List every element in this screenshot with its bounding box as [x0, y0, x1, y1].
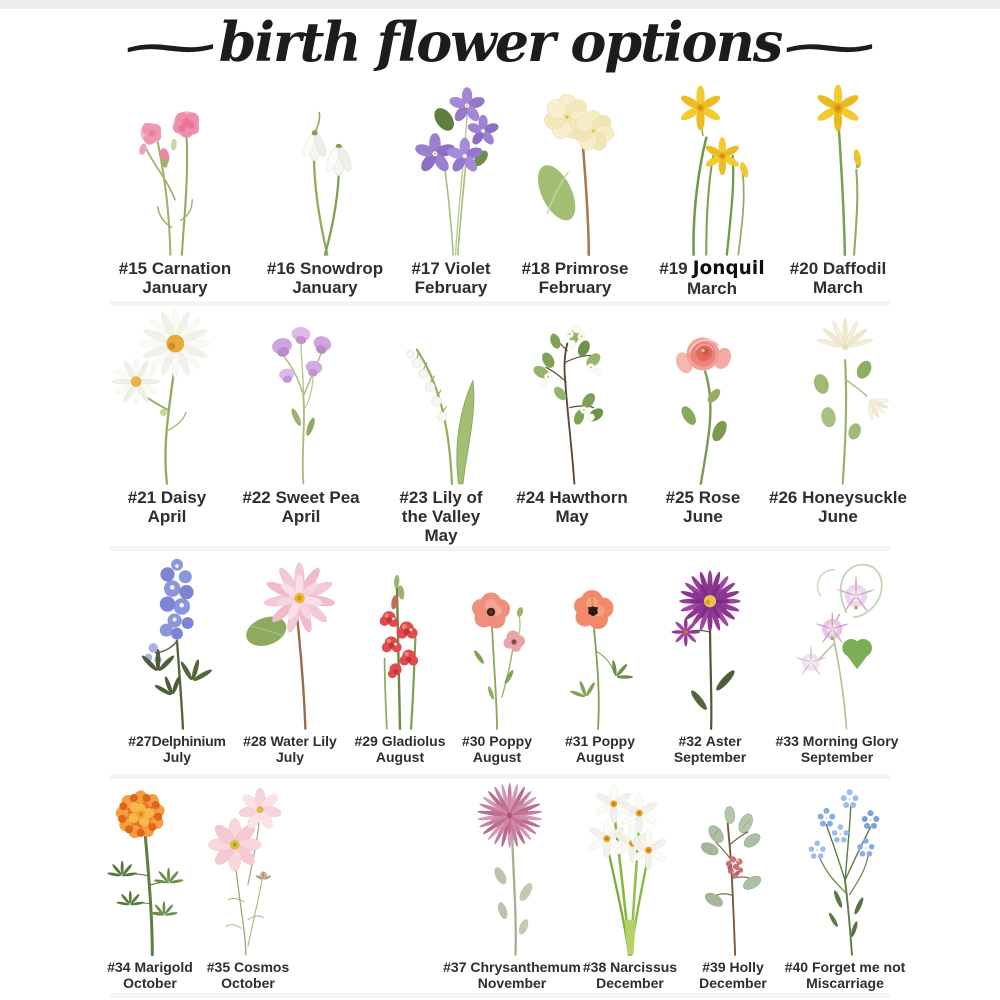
flower-label	[760, 733, 914, 765]
title-text: birth flower options	[218, 10, 782, 74]
flower-month: October	[123, 975, 177, 992]
flower-number: #17	[411, 259, 440, 278]
flower-label	[92, 959, 208, 991]
narcissus-illustration	[570, 783, 690, 957]
flower-cell-marigold	[92, 783, 208, 991]
flower-label	[386, 488, 496, 545]
flower-label	[345, 733, 455, 765]
flower-label	[768, 959, 922, 991]
flower-cell-morningglory	[760, 553, 914, 765]
flower-name: Forget me not	[811, 959, 906, 975]
flower-name: Water Lily	[270, 733, 337, 749]
flower-name: Poppy	[592, 733, 636, 749]
flower-number: #27	[128, 733, 152, 749]
flower-label	[512, 259, 638, 297]
flower-name: Holly	[729, 959, 764, 975]
flower-label	[391, 259, 511, 297]
flower-label	[570, 959, 690, 991]
flower-label	[100, 259, 250, 297]
flower-month: July	[275, 749, 304, 766]
artifact-band	[110, 774, 890, 779]
morningglory-illustration	[760, 553, 914, 731]
flower-name: Daffodil	[822, 259, 887, 278]
flower-label	[117, 733, 237, 765]
flower-cell-primrose	[512, 85, 638, 297]
flower-month: May	[424, 526, 458, 546]
flower-name: Honeysuckle	[802, 488, 907, 507]
flower-name: Primrose	[554, 259, 629, 278]
flower-number: #37	[443, 959, 467, 975]
rose-illustration	[648, 308, 758, 486]
flower-cell-poppy1	[447, 553, 547, 765]
cosmos-illustration	[193, 783, 303, 957]
artifact-band	[110, 993, 890, 998]
flower-month: February	[414, 278, 488, 298]
flower-name: Sweet Pea	[275, 488, 360, 507]
flower-number: #28	[243, 733, 267, 749]
flower-name: Rose	[698, 488, 741, 507]
flower-month: October	[221, 975, 275, 992]
flower-name: Lily of the Valley	[401, 488, 483, 527]
flower-number: #26	[768, 488, 798, 507]
flower-label	[252, 259, 398, 297]
flower-month: August	[375, 749, 425, 766]
artifact-band	[110, 546, 890, 551]
flower-name: Aster	[705, 733, 742, 749]
flower-cell-narcissus	[570, 783, 690, 991]
forgetmenot-illustration	[768, 783, 922, 957]
flower-number: #15	[118, 259, 148, 278]
flower-month: March	[812, 278, 864, 298]
flower-month: December	[699, 975, 767, 992]
flower-name: Jonquil	[692, 258, 765, 279]
flower-month: September	[800, 749, 874, 766]
flower-name: Chrysanthemum	[470, 959, 581, 975]
flower-name: Carnation	[151, 259, 232, 278]
flower-name: Hawthorn	[549, 488, 628, 507]
flower-name: Violet	[444, 259, 491, 278]
poppy1-illustration	[447, 553, 547, 731]
flower-cell-daisy	[107, 308, 227, 526]
flower-number: #22	[242, 488, 271, 507]
sweetpea-illustration	[226, 308, 376, 486]
flower-label	[107, 488, 227, 526]
flower-cell-sweetpea	[226, 308, 376, 526]
title-swash-right: ~	[772, 21, 887, 73]
flower-name: Gladiolus	[381, 733, 446, 749]
flower-month: June	[683, 507, 723, 527]
hawthorn-illustration	[497, 308, 647, 486]
flower-label	[226, 488, 376, 526]
flower-month: December	[596, 975, 664, 992]
flower-cell-daffodil	[776, 85, 900, 297]
flower-cell-violet	[391, 85, 511, 297]
flower-name: Daisy	[160, 488, 207, 507]
flower-month: November	[477, 975, 547, 992]
flower-number: #25	[665, 488, 695, 507]
flower-label	[655, 733, 765, 765]
flower-month: September	[673, 749, 747, 766]
flower-number: #18	[521, 259, 550, 278]
flower-cell-rose	[648, 308, 758, 526]
flower-cell-aster	[655, 553, 765, 765]
flower-month: Miscarriage	[806, 975, 884, 992]
flower-label	[193, 959, 303, 991]
flower-label	[776, 259, 900, 297]
flower-number: #31	[564, 733, 589, 749]
flower-month: August	[472, 749, 522, 766]
flower-month: July	[162, 749, 191, 766]
daisy-illustration	[107, 308, 227, 486]
flower-number: #23	[399, 488, 428, 507]
flower-cell-honeysuckle	[758, 308, 918, 526]
flower-cell-carnation	[100, 85, 250, 297]
primrose-illustration	[512, 85, 638, 257]
flower-number: #21	[127, 488, 157, 507]
daffodil-illustration	[776, 85, 900, 257]
flower-cell-forgetmenot	[768, 783, 922, 991]
flower-month: March	[686, 279, 738, 299]
aster-illustration	[655, 553, 765, 731]
flower-name: Snowdrop	[300, 259, 384, 278]
flower-cell-delphinium	[117, 553, 237, 765]
flower-label	[447, 733, 547, 765]
flower-name: Delphinium	[151, 733, 226, 749]
lilyvalley-illustration	[386, 308, 496, 486]
delphinium-illustration	[117, 553, 237, 731]
flower-month: June	[818, 507, 858, 527]
flower-number: #32	[678, 733, 702, 749]
honeysuckle-illustration	[758, 308, 918, 486]
flower-cell-lilyvalley	[386, 308, 496, 545]
flower-month: August	[575, 749, 625, 766]
flower-cell-poppy2	[550, 553, 650, 765]
flower-month: April	[281, 507, 321, 527]
flower-label	[758, 488, 918, 526]
flower-number: #35	[206, 959, 231, 975]
flower-name: Marigold	[134, 959, 193, 975]
flower-cell-cosmos	[193, 783, 303, 991]
flower-cell-hawthorn	[497, 308, 647, 526]
flower-month: January	[142, 278, 208, 298]
flower-number: #39	[702, 959, 726, 975]
snowdrop-illustration	[252, 85, 398, 257]
flower-cell-jonquil	[652, 85, 772, 298]
waterlily-illustration	[228, 553, 352, 731]
marigold-illustration	[92, 783, 208, 957]
flower-number: #30	[461, 733, 486, 749]
flower-cell-snowdrop	[252, 85, 398, 297]
flower-label	[648, 488, 758, 526]
flower-month: January	[292, 278, 358, 298]
artifact-band	[110, 301, 890, 306]
flower-label	[652, 259, 772, 298]
flower-number: #20	[789, 259, 819, 278]
flower-cell-gladiolus	[345, 553, 455, 765]
flower-number: #19	[659, 259, 688, 278]
carnation-illustration	[100, 85, 250, 257]
flower-name: Poppy	[489, 733, 533, 749]
flower-name: Narcissus	[610, 959, 678, 975]
flower-number: #40	[784, 959, 809, 975]
flower-name: Cosmos	[234, 959, 290, 975]
violet-illustration	[391, 85, 511, 257]
poppy2-illustration	[550, 553, 650, 731]
gladiolus-illustration	[345, 553, 455, 731]
flower-label	[228, 733, 352, 765]
flower-number: #16	[266, 259, 296, 278]
flower-name: Morning Glory	[802, 733, 899, 749]
flower-number: #33	[775, 733, 799, 749]
flower-month: May	[555, 507, 589, 527]
flower-month: April	[147, 507, 187, 527]
flower-label	[497, 488, 647, 526]
title-swash-left: ~	[113, 21, 228, 73]
flower-cell-waterlily	[228, 553, 352, 765]
flower-number: #34	[107, 959, 131, 975]
flower-month: February	[538, 278, 612, 298]
flower-number: #24	[516, 488, 545, 507]
flower-label	[550, 733, 650, 765]
jonquil-illustration	[652, 85, 772, 257]
flower-number: #38	[582, 959, 607, 975]
flower-number: #29	[354, 733, 378, 749]
